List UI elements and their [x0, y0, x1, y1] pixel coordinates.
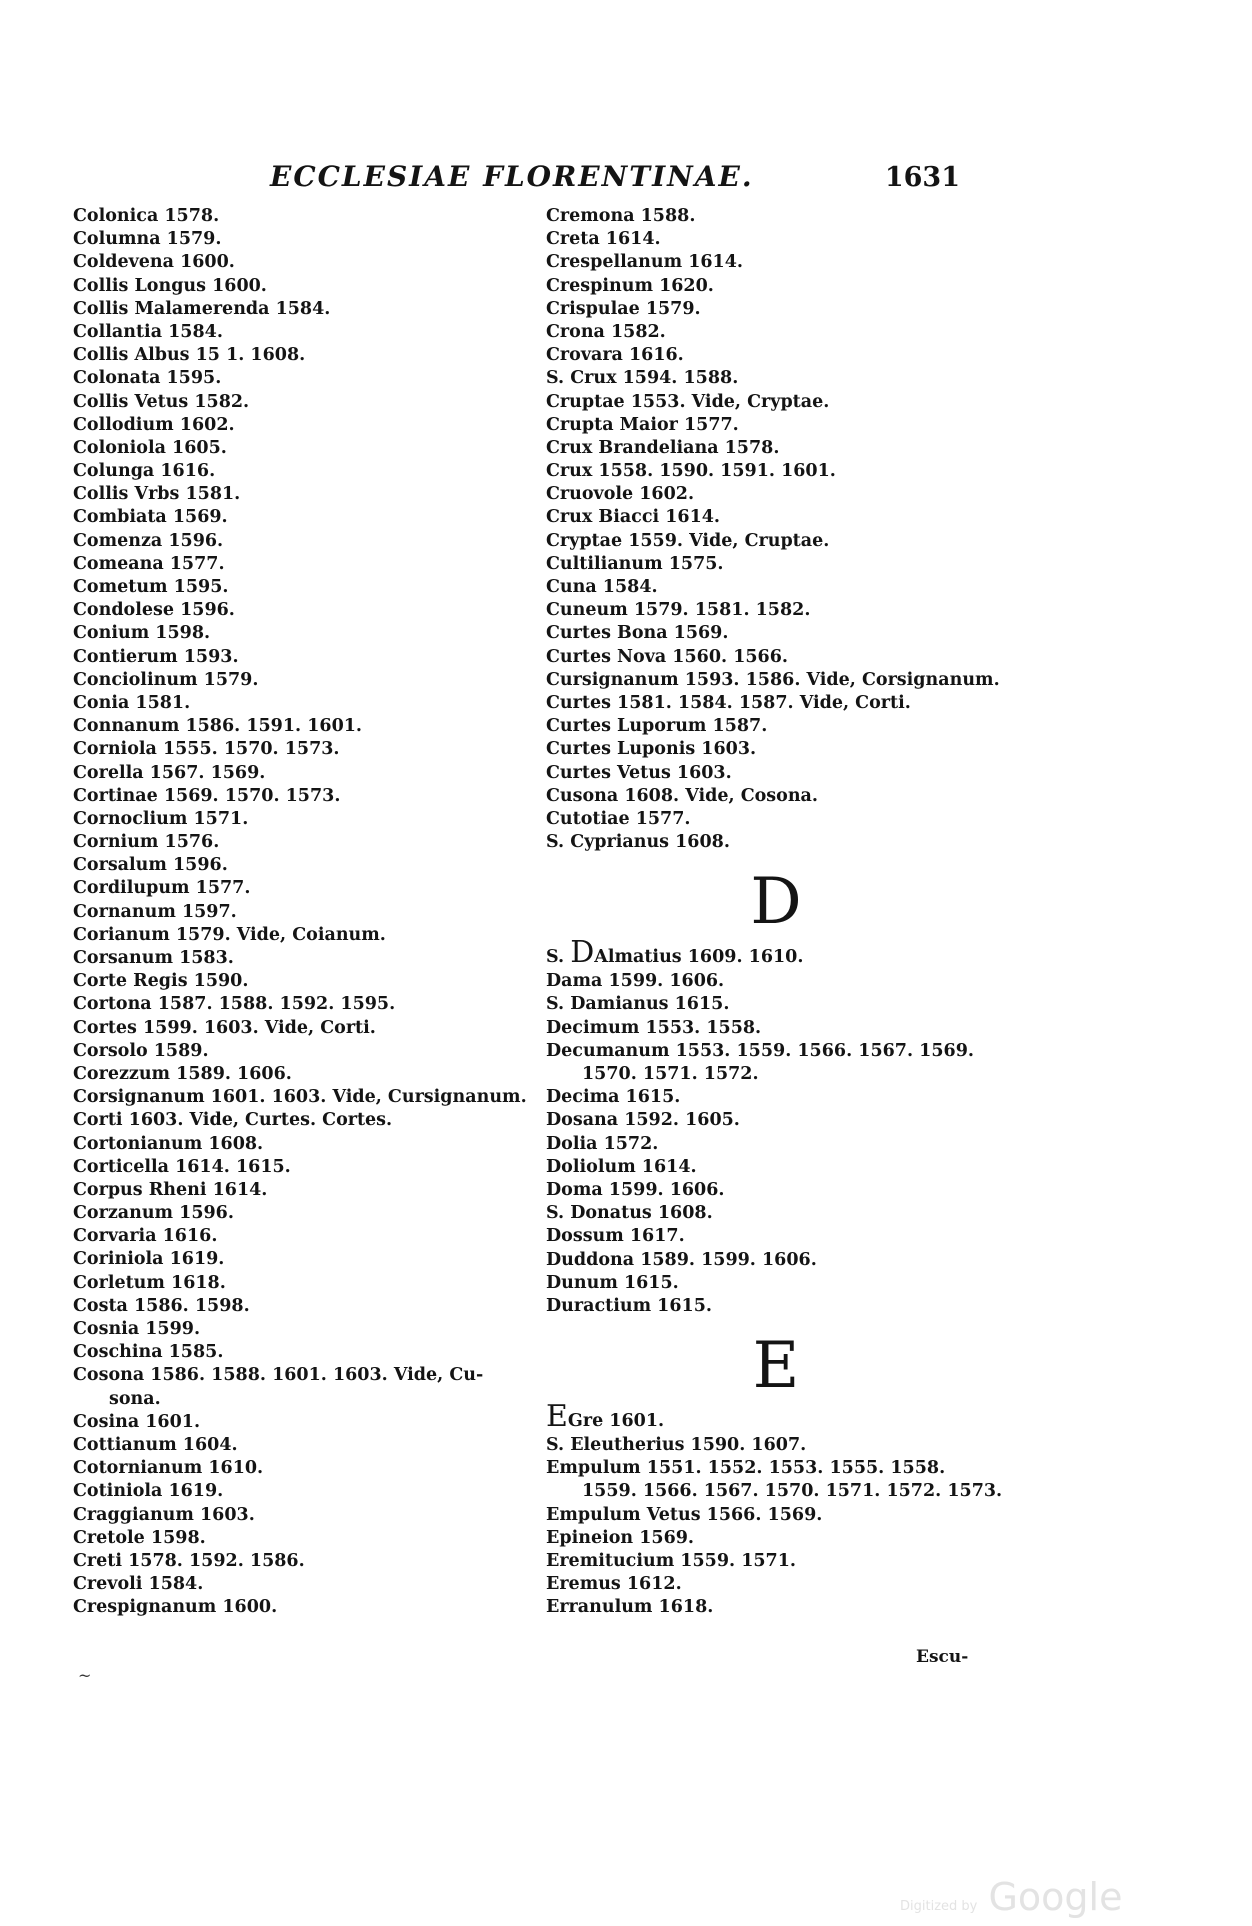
index-entry: Cortinae 1569. 1570. 1573.: [73, 785, 341, 806]
index-entry: Curtes 1581. 1584. 1587. Vide, Corti.: [546, 692, 911, 713]
index-entry: Cotornianum 1610.: [73, 1458, 264, 1479]
index-entry: Dama 1599. 1606.: [546, 971, 725, 992]
index-entry: Crovara 1616.: [546, 345, 684, 366]
index-entry: Curtes Bona 1569.: [546, 623, 729, 644]
index-entry: Creti 1578. 1592. 1586.: [73, 1550, 305, 1571]
index-entry: Cortes 1599. 1603. Vide, Corti.: [73, 1017, 376, 1038]
index-entry: Doliolum 1614.: [546, 1156, 697, 1177]
index-entry: Cordilupum 1577.: [73, 878, 251, 899]
index-entry: Corzanum 1596.: [73, 1203, 234, 1224]
index-entry: Contierum 1593.: [73, 646, 239, 667]
index-entry: Colonata 1595.: [73, 368, 222, 389]
index-entry: Crux Brandeliana 1578.: [546, 437, 780, 458]
index-entry: Costa 1586. 1598.: [73, 1295, 250, 1316]
section-heading-e: E: [752, 1329, 800, 1404]
index-entry: Cryptae 1559. Vide, Cruptae.: [546, 530, 830, 551]
e-first-entry: [546, 1399, 1016, 1435]
d-first-entry: [546, 935, 1016, 971]
index-entry: Colunga 1616.: [73, 461, 216, 482]
index-entry: Connanum 1586. 1591. 1601.: [73, 716, 363, 737]
section-heading-d: D: [750, 865, 802, 940]
index-entry: Coschina 1585.: [73, 1342, 224, 1363]
index-entry: Corticella 1614. 1615.: [73, 1156, 291, 1177]
d-drop-cap: D: [570, 935, 595, 971]
index-entry: Curtes Nova 1560. 1566.: [546, 646, 788, 667]
index-entry: Duractium 1615.: [546, 1295, 712, 1316]
right-column: [546, 205, 1016, 1620]
index-entry: S. Cyprianus 1608.: [546, 832, 730, 853]
index-entry: Cuna 1584.: [546, 577, 658, 597]
index-entry: Corpus Rheni 1614.: [73, 1179, 268, 1200]
index-entry: Corsignanum 1601. 1603. Vide, Cursignanum.: [73, 1087, 527, 1108]
index-entry: Cultilianum 1575.: [546, 553, 724, 574]
index-entry: S. Eleutherius 1590. 1607.: [546, 1435, 807, 1456]
index-entry: Cotiniola 1619.: [73, 1481, 224, 1502]
left-column: [73, 205, 543, 1619]
index-entry: Dolia 1572.: [546, 1133, 659, 1154]
index-entry: Coldevena 1600.: [73, 252, 235, 273]
index-entry: Coloniola 1605.: [73, 437, 227, 458]
index-entry: Collis Vetus 1582.: [73, 391, 250, 412]
index-entry: Cursignanum 1593. 1586. Vide, Corsignanum.: [546, 669, 1000, 690]
index-entry: Cometum 1595.: [73, 577, 229, 597]
index-entry: Doma 1599. 1606.: [546, 1179, 725, 1200]
index-entry: Conium 1598.: [73, 623, 211, 644]
index-entry: Crux Biacci 1614.: [546, 507, 721, 528]
index-entry: Coriniola 1619.: [73, 1249, 225, 1270]
index-entry: Corella 1567. 1569.: [73, 762, 266, 783]
index-entry: Columna 1579.: [73, 229, 222, 250]
index-entry: Collodium 1602.: [73, 414, 235, 435]
index-entry: Collis Albus 15 1. 1608.: [73, 345, 306, 366]
index-entry: Conia 1581.: [73, 692, 191, 713]
index-entry: Eremus 1612.: [546, 1574, 682, 1595]
index-entry: Decimum 1553. 1558.: [546, 1017, 762, 1038]
index-entry: Cosnia 1599.: [73, 1319, 201, 1339]
e-entries: [546, 1434, 1016, 1620]
index-entry: Corezzum 1589. 1606.: [73, 1063, 292, 1084]
index-entry: Craggianum 1603.: [73, 1504, 255, 1525]
index-entry: Cosina 1601.: [73, 1411, 201, 1432]
index-entry: Curtes Luporum 1587.: [546, 716, 768, 737]
index-entry: Crupta Maior 1577.: [546, 414, 739, 435]
index-entry: Corsolo 1589.: [73, 1040, 209, 1061]
index-entry: S. Damianus 1615.: [546, 994, 730, 1015]
index-entry: Crux 1558. 1590. 1591. 1601.: [546, 461, 836, 482]
index-entry: Conciolinum 1579.: [73, 669, 259, 690]
index-entry: Corti 1603. Vide, Curtes. Cortes.: [73, 1110, 393, 1131]
index-entry: Erranulum 1618.: [546, 1597, 714, 1618]
index-entry: Dunum 1615.: [546, 1272, 679, 1293]
index-entry: Curtes Luponis 1603.: [546, 739, 757, 760]
index-entry: S. Crux 1594. 1588.: [546, 368, 739, 389]
ink-mark: ~: [78, 1666, 92, 1685]
index-entry: S. Donatus 1608.: [546, 1203, 713, 1224]
index-entry: Empulum 1551. 1552. 1553. 1555. 1558.: [546, 1458, 946, 1479]
index-entry: Combiata 1569.: [73, 507, 228, 528]
index-entry: Crespellanum 1614.: [546, 252, 743, 273]
index-entry: Collis Vrbs 1581.: [73, 484, 241, 505]
index-entry: Curtes Vetus 1603.: [546, 762, 732, 783]
index-entry: Colonica 1578.: [73, 206, 220, 226]
index-entry: Dosana 1592. 1605.: [546, 1110, 740, 1131]
index-entry: Eremitucium 1559. 1571.: [546, 1551, 796, 1571]
index-entry: Empulum Vetus 1566. 1569.: [546, 1504, 823, 1525]
index-entry: Duddona 1589. 1599. 1606.: [546, 1249, 817, 1270]
page-number: 1631: [884, 162, 960, 193]
index-entry: Corsanum 1583.: [73, 948, 234, 968]
index-entry: Decumanum 1553. 1559. 1566. 1567. 1569.: [546, 1040, 974, 1061]
index-entry: Creta 1614.: [546, 229, 661, 250]
d-entries: [546, 970, 1016, 1318]
index-entry: Cusona 1608. Vide, Cosona.: [546, 785, 818, 806]
index-entry: Cottianum 1604.: [73, 1434, 238, 1455]
index-entry: 1570. 1571. 1572.: [582, 1064, 759, 1084]
index-entry: Collantia 1584.: [73, 321, 223, 342]
index-entry: Cortona 1587. 1588. 1592. 1595.: [73, 994, 396, 1015]
index-entry: Condolese 1596.: [73, 600, 235, 621]
watermark-brand: Google: [988, 1875, 1123, 1919]
index-entry: Cortonianum 1608.: [73, 1133, 264, 1154]
index-entry: Cornanum 1597.: [73, 901, 237, 922]
index-entry: Comenza 1596.: [73, 530, 224, 551]
index-entry: Corsalum 1596.: [73, 855, 228, 876]
index-entry: 1559. 1566. 1567. 1570. 1571. 1572. 1573.: [582, 1481, 1003, 1502]
index-entry: Cutotiae 1577.: [546, 808, 691, 829]
index-entry: Epineion 1569.: [546, 1527, 695, 1548]
d-first-rest: Almatius 1609. 1610.: [594, 947, 804, 968]
index-entry: sona.: [109, 1388, 161, 1409]
index-entry: Crispulae 1579.: [546, 298, 701, 319]
index-entry: Cornoclium 1571.: [73, 808, 249, 829]
index-entry: Cornium 1576.: [73, 832, 220, 853]
running-header: [270, 160, 960, 200]
index-entry: Collis Longus 1600.: [73, 275, 267, 296]
c-entries: [546, 205, 1016, 854]
index-entry: Corniola 1555. 1570. 1573.: [73, 739, 340, 760]
index-entry: Corianum 1579. Vide, Coianum.: [73, 924, 386, 945]
index-entry: Decima 1615.: [546, 1087, 681, 1108]
index-entry: Cuneum 1579. 1581. 1582.: [546, 600, 811, 621]
index-entry: Corvaria 1616.: [73, 1226, 218, 1247]
index-entry: Cruovole 1602.: [546, 484, 695, 505]
page-title: ECCLESIAE FLORENTINAE.: [270, 160, 754, 193]
index-entry: Comeana 1577.: [73, 553, 225, 574]
e-first-rest: Gre 1601.: [567, 1411, 665, 1432]
index-entry: Cosona 1586. 1588. 1601. 1603. Vide, Cu-: [73, 1365, 484, 1386]
index-entry: Dossum 1617.: [546, 1226, 685, 1247]
catchword: Escu-: [916, 1647, 969, 1667]
index-entry: Crespinum 1620.: [546, 275, 714, 296]
index-entry: Cremona 1588.: [546, 206, 696, 226]
index-entry: Collis Malamerenda 1584.: [73, 298, 331, 319]
index-entry: Corletum 1618.: [73, 1272, 226, 1293]
digitization-watermark: [900, 1875, 1122, 1919]
index-entry: Corte Regis 1590.: [73, 971, 249, 992]
watermark-prefix: Digitized by: [900, 1899, 978, 1914]
index-entry: Crespignanum 1600.: [73, 1597, 278, 1618]
d-first-prefix: S.: [546, 947, 565, 968]
index-entry: Crevoli 1584.: [73, 1574, 204, 1595]
index-entry: Cruptae 1553. Vide, Cryptae.: [546, 391, 830, 412]
index-entry: Crona 1582.: [546, 321, 666, 342]
e-drop-cap: E: [546, 1399, 568, 1435]
index-entry: Cretole 1598.: [73, 1527, 206, 1548]
